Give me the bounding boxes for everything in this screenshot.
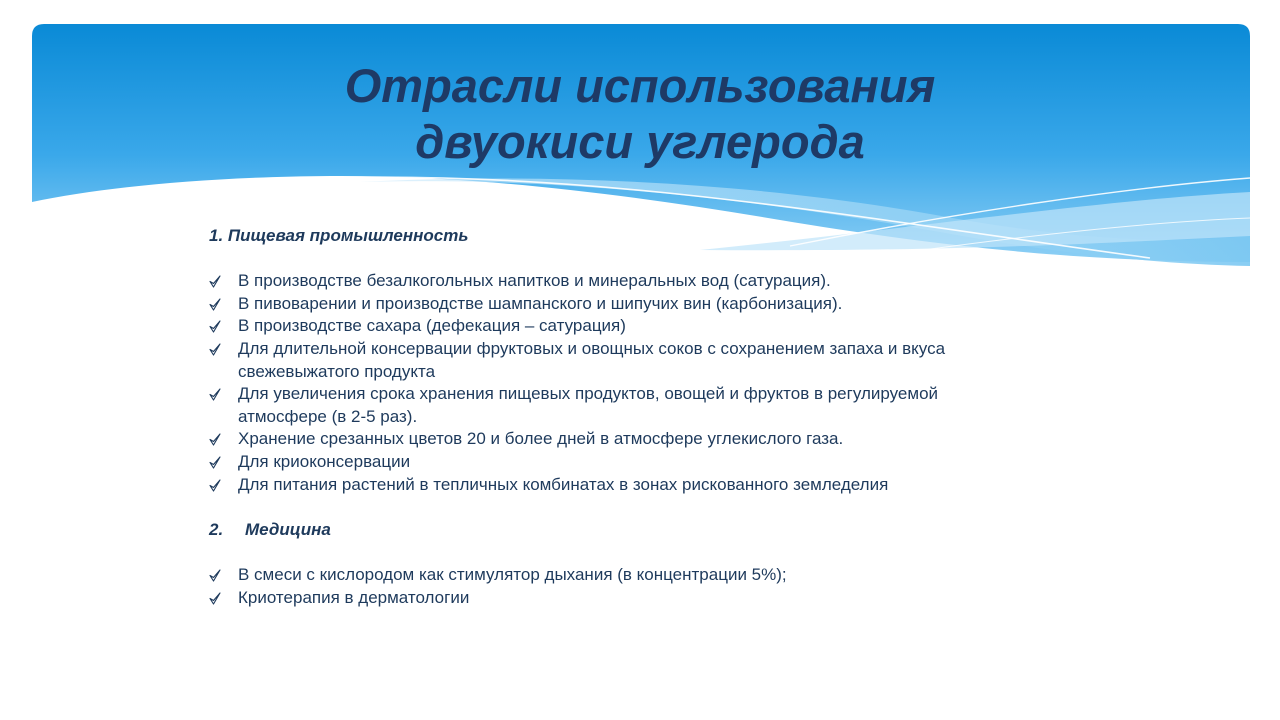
list-item-text: Для питания растений в тепличных комбинатах в зонах рискованного земледелия <box>238 474 889 494</box>
list-item-text: В пивоварении и производстве шампанского и шипучих вин (карбонизация). <box>238 293 843 313</box>
slide-title-line: двуокиси углерода <box>415 115 865 168</box>
slide-title <box>240 58 1040 170</box>
list-item-text: В производстве сахара (дефекация – сатурация) <box>238 316 626 336</box>
bullet-list-food-industry <box>209 270 969 496</box>
section-heading-number: 2. <box>209 519 224 539</box>
bullet-list-medicine <box>209 564 969 609</box>
list-item <box>209 451 969 474</box>
spacer <box>209 496 969 519</box>
list-item <box>209 428 969 451</box>
list-item-text: Для длительной консервации фруктовых и овощных соков с сохранением запаха и вкуса свежевыжатого продукта <box>238 338 946 381</box>
arrow-checkmark-bullet-icon <box>209 569 221 582</box>
list-item <box>209 383 969 428</box>
arrow-checkmark-bullet-icon <box>209 343 221 356</box>
list-item <box>209 293 969 316</box>
arrow-checkmark-bullet-icon <box>209 388 221 401</box>
list-item <box>209 270 969 293</box>
section-heading-food-industry: 1. Пищевая промышленность <box>209 226 469 245</box>
arrow-checkmark-bullet-icon <box>209 592 221 605</box>
list-item-text: Для увеличения срока хранения пищевых продуктов, овощей и фруктов в регулируемой атмосфере (в 2-5 раз). <box>238 384 939 426</box>
spacer <box>209 248 969 271</box>
list-item-text: Для криоконсервации <box>238 451 411 471</box>
list-item <box>209 587 969 610</box>
spacer <box>209 541 969 564</box>
list-item-text: Криотерапия в дерматологии <box>238 587 470 607</box>
list-item-text: В смеси с кислородом как стимулятор дыхания (в концентрации 5%); <box>238 564 787 584</box>
arrow-checkmark-bullet-icon <box>209 479 221 492</box>
list-item <box>209 338 969 383</box>
slide-title-line: Отрасли использования <box>344 59 936 112</box>
list-item-text: В производстве безалкогольных напитков и минеральных вод (сатурация). <box>238 271 831 291</box>
arrow-checkmark-bullet-icon <box>209 298 221 311</box>
section-heading-medicine <box>209 519 969 542</box>
arrow-checkmark-bullet-icon <box>209 275 221 288</box>
arrow-checkmark-bullet-icon <box>209 456 221 469</box>
list-item <box>209 474 969 497</box>
content-body <box>209 225 969 609</box>
list-item-text: Хранение срезанных цветов 20 и более дней в атмосфере углекислого газа. <box>238 429 844 449</box>
list-item <box>209 564 969 587</box>
arrow-checkmark-bullet-icon <box>209 320 221 333</box>
list-item <box>209 315 969 338</box>
arrow-checkmark-bullet-icon <box>209 433 221 446</box>
section-heading-text: Медицина <box>245 519 331 539</box>
